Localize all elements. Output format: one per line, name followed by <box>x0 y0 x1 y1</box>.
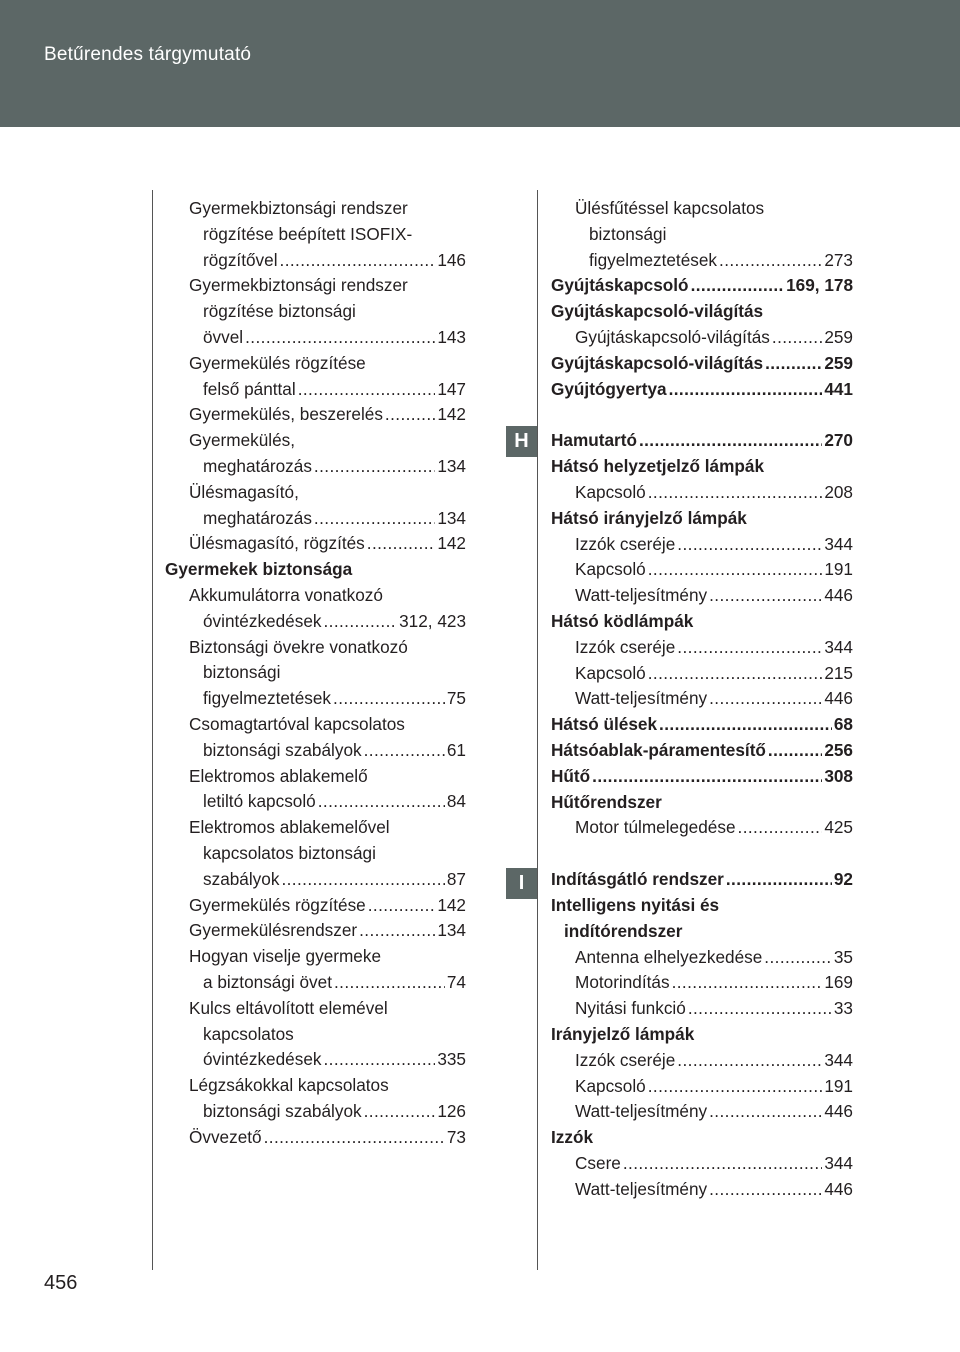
index-entry <box>551 1099 853 1125</box>
index-entry-page: 446 <box>824 688 853 709</box>
index-entry <box>165 531 466 557</box>
index-entry <box>551 248 853 274</box>
index-entry <box>551 325 853 351</box>
page-number: 456 <box>44 1272 78 1294</box>
index-entry-page: 312, 423 <box>399 610 466 631</box>
dot-leader <box>298 377 436 403</box>
index-entry-term: figyelmeztetések <box>203 688 332 709</box>
index-entry-term: Kapcsoló <box>575 662 646 683</box>
index-entry-page: 169, 178 <box>786 275 853 296</box>
index-entry <box>551 609 853 635</box>
index-entry-term: biztonsági <box>203 662 281 683</box>
index-entry <box>165 557 466 583</box>
index-entry-page: 215 <box>824 662 853 683</box>
index-entry-term: Gyermekek biztonsága <box>165 559 353 580</box>
index-entry-term: Motor túlmelegedése <box>575 817 736 838</box>
index-entry-term: Gyermekülés rögzítése <box>189 894 366 915</box>
index-entry <box>165 815 466 841</box>
index-entry <box>165 583 466 609</box>
index-entry-term: rögzítése biztonsági <box>203 301 356 322</box>
index-entry-page: 84 <box>446 791 466 812</box>
index-entry <box>551 712 853 738</box>
index-entry-term: meghatározás <box>203 455 312 476</box>
dot-leader <box>314 454 435 480</box>
index-entry-term: Watt-teljesítmény <box>575 1101 708 1122</box>
section-tab-i: I <box>506 868 537 899</box>
index-entry <box>551 738 853 764</box>
index-entry-page: 68 <box>833 714 853 735</box>
index-entry <box>165 1022 466 1048</box>
dot-leader <box>677 1048 822 1074</box>
index-entry <box>165 480 466 506</box>
dot-leader <box>281 867 444 893</box>
index-entry <box>165 273 466 299</box>
index-entry-term: Ülésfűtéssel kapcsolatos <box>575 198 765 218</box>
index-entry-page: 308 <box>824 765 853 786</box>
index-entry-term: Elektromos ablakemelő <box>189 765 368 786</box>
index-entry-page: 143 <box>437 326 466 347</box>
index-entry-term: Csomagtartóval kapcsolatos <box>189 713 405 734</box>
index-entry <box>551 919 853 945</box>
dot-leader <box>359 918 435 944</box>
index-entry <box>551 1177 853 1203</box>
index-entry <box>551 557 853 583</box>
index-entry <box>165 996 466 1022</box>
index-entry-term: Izzók cseréje <box>575 636 676 657</box>
index-entry-term: Hogyan viselje gyermeke <box>189 946 382 967</box>
index-entry-term: kapcsolatos <box>203 1023 294 1044</box>
index-entry-page: 273 <box>824 249 853 270</box>
index-entry-term: Antenna elhelyezkedése <box>575 946 763 967</box>
index-entry-term: Gyermekülés rögzítése <box>189 352 366 373</box>
index-entry-term: Gyújtáskapcsoló-világítás <box>575 326 770 347</box>
index-entry <box>165 377 466 403</box>
index-entry-page: 191 <box>824 559 853 580</box>
dot-leader <box>334 970 445 996</box>
column-divider-left <box>152 190 153 1270</box>
index-entry-page: 126 <box>437 1100 466 1121</box>
index-entry-page: 142 <box>437 894 466 915</box>
dot-leader <box>364 738 445 764</box>
dot-leader <box>323 1047 435 1073</box>
index-entry-term: Hátsó irányjelző lámpák <box>551 507 747 528</box>
index-entry-page: 425 <box>824 817 853 838</box>
index-entry-term: Watt-teljesítmény <box>575 1178 708 1199</box>
dot-leader <box>385 402 435 428</box>
index-entry-term: Izzók <box>551 1127 594 1148</box>
index-entry-term: óvintézkedések <box>203 610 322 631</box>
dot-leader <box>659 712 832 738</box>
index-entry-term: Kulcs eltávolított elemével <box>189 997 388 1018</box>
dot-leader <box>333 686 445 712</box>
index-entry <box>165 196 466 222</box>
index-entry <box>551 893 853 919</box>
index-entry-term: Akkumulátorra vonatkozó <box>189 584 383 605</box>
index-entry-term: figyelmeztetések <box>589 249 718 270</box>
index-entry-term: biztonsági szabályok <box>203 1100 362 1121</box>
index-entry <box>165 299 466 325</box>
index-entry-term: Ülésmagasító, rögzítés <box>189 533 365 554</box>
index-column-right <box>551 196 853 1202</box>
index-entry <box>165 686 466 712</box>
dot-leader <box>323 609 397 635</box>
index-entry <box>551 1048 853 1074</box>
dot-leader <box>592 764 822 790</box>
index-entry-page: 208 <box>824 481 853 502</box>
index-entry <box>165 893 466 919</box>
index-entry-page: 134 <box>437 507 466 528</box>
section-gap <box>551 841 853 867</box>
index-entry <box>551 1074 853 1100</box>
dot-leader <box>691 273 785 299</box>
dot-leader <box>772 325 822 351</box>
index-entry-term: Gyermekülés, beszerelés <box>189 404 383 425</box>
index-entry <box>165 428 466 454</box>
dot-leader <box>639 428 822 454</box>
dot-leader <box>648 480 823 506</box>
index-entry <box>165 1047 466 1073</box>
dot-leader <box>623 1151 822 1177</box>
index-entry <box>165 764 466 790</box>
index-entry-term: meghatározás <box>203 507 312 528</box>
index-entry-page: 344 <box>824 1049 853 1070</box>
index-entry <box>165 506 466 532</box>
index-entry-term: letiltó kapcsoló <box>203 791 316 812</box>
section-gap <box>551 402 853 428</box>
index-entry-page: 74 <box>446 971 466 992</box>
index-entry-term: óvintézkedések <box>203 1049 322 1070</box>
dot-leader <box>318 789 445 815</box>
index-entry <box>165 1099 466 1125</box>
index-entry <box>551 1022 853 1048</box>
index-entry <box>551 480 853 506</box>
index-entry-page: 134 <box>437 455 466 476</box>
index-entry <box>551 686 853 712</box>
dot-leader <box>669 377 823 403</box>
index-entry-term: Elektromos ablakemelővel <box>189 817 390 838</box>
dot-leader <box>726 867 832 893</box>
index-entry-term: Intelligens nyitási és <box>551 894 720 915</box>
index-entry-page: 259 <box>824 326 853 347</box>
dot-leader <box>709 686 822 712</box>
index-entry <box>165 712 466 738</box>
index-entry <box>165 738 466 764</box>
index-entry <box>551 196 853 222</box>
index-entry <box>165 1073 466 1099</box>
index-entry <box>551 790 853 816</box>
index-entry-term: a biztonsági övet <box>203 971 332 992</box>
index-entry <box>551 583 853 609</box>
index-entry-term: Izzók cseréje <box>575 1049 676 1070</box>
index-entry <box>551 454 853 480</box>
index-entry <box>551 428 853 454</box>
index-entry-term: övvel <box>203 326 244 347</box>
index-entry-page: 146 <box>437 249 466 270</box>
dot-leader <box>768 738 822 764</box>
dot-leader <box>648 661 823 687</box>
index-entry-page: 73 <box>446 1126 466 1147</box>
index-entry-term: Hátsó helyzetjelző lámpák <box>551 456 765 477</box>
dot-leader <box>709 1177 822 1203</box>
index-entry <box>165 325 466 351</box>
index-entry <box>551 377 853 403</box>
index-entry-term: Watt-teljesítmény <box>575 585 708 606</box>
index-entry-page: 446 <box>824 1178 853 1199</box>
index-entry <box>551 815 853 841</box>
index-entry-term: indítórendszer <box>564 920 683 941</box>
dot-leader <box>280 248 436 274</box>
index-entry-page: 191 <box>824 1075 853 1096</box>
index-entry <box>551 661 853 687</box>
index-entry-page: 169 <box>824 972 853 993</box>
index-entry <box>551 1151 853 1177</box>
index-entry-term: Gyújtáskapcsoló <box>551 275 689 296</box>
index-entry-term: rögzítése beépített ISOFIX- <box>203 223 413 244</box>
index-entry-page: 344 <box>824 636 853 657</box>
index-entry <box>551 273 853 299</box>
index-entry <box>165 222 466 248</box>
dot-leader <box>709 583 822 609</box>
index-entry-page: 87 <box>446 868 466 889</box>
index-entry-term: Gyújtáskapcsoló-világítás <box>551 352 764 373</box>
index-entry <box>551 867 853 893</box>
column-divider-right <box>537 190 538 1270</box>
index-entry-page: 335 <box>437 1049 466 1070</box>
index-entry-page: 147 <box>437 378 466 399</box>
index-entry <box>551 506 853 532</box>
dot-leader <box>688 996 832 1022</box>
dot-leader <box>648 557 823 583</box>
dot-leader <box>709 1099 822 1125</box>
index-entry-page: 344 <box>824 1152 853 1173</box>
index-entry-term: Motorindítás <box>575 972 670 993</box>
index-entry <box>165 351 466 377</box>
dot-leader <box>264 1125 445 1151</box>
index-entry-page: 35 <box>833 946 853 967</box>
index-entry-term: Gyermekülésrendszer <box>189 920 358 941</box>
index-entry-page: 134 <box>437 920 466 941</box>
dot-leader <box>764 945 832 971</box>
index-entry <box>165 402 466 428</box>
index-entry-term: Légzsákokkal kapcsolatos <box>189 1075 389 1096</box>
index-entry <box>551 970 853 996</box>
index-entry-page: 142 <box>437 533 466 554</box>
index-entry-term: biztonsági <box>589 223 667 244</box>
dot-leader <box>765 351 822 377</box>
index-entry-page: 61 <box>446 739 466 760</box>
index-entry <box>165 867 466 893</box>
dot-leader <box>677 635 822 661</box>
index-entry-term: Nyitási funkció <box>575 998 686 1019</box>
index-entry-term: Csere <box>575 1152 621 1173</box>
index-entry-term: Kapcsoló <box>575 1075 646 1096</box>
index-entry <box>551 996 853 1022</box>
index-entry-term: Hátsó ülések <box>551 714 658 735</box>
index-entry <box>165 944 466 970</box>
index-entry-term: Hátsóablak-páramentesítő <box>551 739 766 760</box>
index-entry <box>551 945 853 971</box>
index-entry-term: Gyújtáskapcsoló-világítás <box>551 301 764 322</box>
dot-leader <box>245 325 435 351</box>
index-entry-term: Hűtőrendszer <box>551 791 662 812</box>
index-entry-page: 75 <box>446 688 466 709</box>
index-entry-term: Kapcsoló <box>575 481 646 502</box>
index-entry <box>551 635 853 661</box>
index-entry <box>165 248 466 274</box>
index-entry-page: 92 <box>833 869 853 890</box>
dot-leader <box>367 531 436 557</box>
dot-leader <box>677 532 822 558</box>
index-entry-page: 270 <box>824 430 853 451</box>
index-entry-term: Gyermekbiztonsági rendszer <box>189 198 408 218</box>
index-entry <box>551 1125 853 1151</box>
index-entry-term: szabályok <box>203 868 280 889</box>
index-entry-term: Ülésmagasító, <box>189 481 299 502</box>
header-title: Betűrendes tárgymutató <box>44 44 252 65</box>
index-entry-term: Hátsó ködlámpák <box>551 610 694 631</box>
dot-leader <box>368 893 436 919</box>
dot-leader <box>672 970 823 996</box>
section-tab-h: H <box>506 426 537 457</box>
dot-leader <box>364 1099 436 1125</box>
index-entry-term: Gyermekbiztonsági rendszer <box>189 275 408 296</box>
index-entry-term: Biztonsági övekre vonatkozó <box>189 636 408 657</box>
index-entry <box>165 635 466 661</box>
index-entry-term: Watt-teljesítmény <box>575 688 708 709</box>
index-entry <box>551 351 853 377</box>
index-entry-page: 441 <box>824 378 853 399</box>
index-entry-term: Övvezető <box>189 1126 262 1147</box>
index-entry-term: biztonsági szabályok <box>203 739 362 760</box>
index-entry-term: Gyújtógyertya <box>551 378 667 399</box>
index-entry-term: Izzók cseréje <box>575 533 676 554</box>
index-entry-term: Indításgátló rendszer <box>551 869 724 890</box>
index-entry-term: Hamutartó <box>551 430 637 451</box>
index-entry-term: rögzítővel <box>203 249 278 270</box>
index-entry-term: Irányjelző lámpák <box>551 1023 695 1044</box>
index-entry-term: Gyermekülés, <box>189 430 296 451</box>
index-entry <box>165 841 466 867</box>
index-entry-page: 256 <box>824 739 853 760</box>
index-entry <box>165 660 466 686</box>
dot-leader <box>719 248 822 274</box>
index-entry-page: 259 <box>824 352 853 373</box>
dot-leader <box>648 1074 823 1100</box>
index-entry-page: 446 <box>824 1101 853 1122</box>
index-entry-page: 344 <box>824 533 853 554</box>
index-entry <box>165 1125 466 1151</box>
index-entry-page: 142 <box>437 404 466 425</box>
index-entry-page: 446 <box>824 585 853 606</box>
index-entry <box>165 609 466 635</box>
index-entry <box>165 454 466 480</box>
index-entry-term: Hűtő <box>551 765 591 786</box>
page-header <box>0 0 960 127</box>
index-entry-term: Kapcsoló <box>575 559 646 580</box>
index-column-left <box>165 196 466 1150</box>
index-entry <box>551 222 853 248</box>
dot-leader <box>738 815 823 841</box>
index-entry-term: kapcsolatos biztonsági <box>203 842 376 863</box>
index-entry <box>551 532 853 558</box>
index-entry <box>551 299 853 325</box>
index-entry <box>165 789 466 815</box>
dot-leader <box>314 506 435 532</box>
index-entry <box>551 764 853 790</box>
index-entry <box>165 970 466 996</box>
index-entry <box>165 918 466 944</box>
index-entry-term: felső pánttal <box>203 378 296 399</box>
index-entry-page: 33 <box>833 998 853 1019</box>
